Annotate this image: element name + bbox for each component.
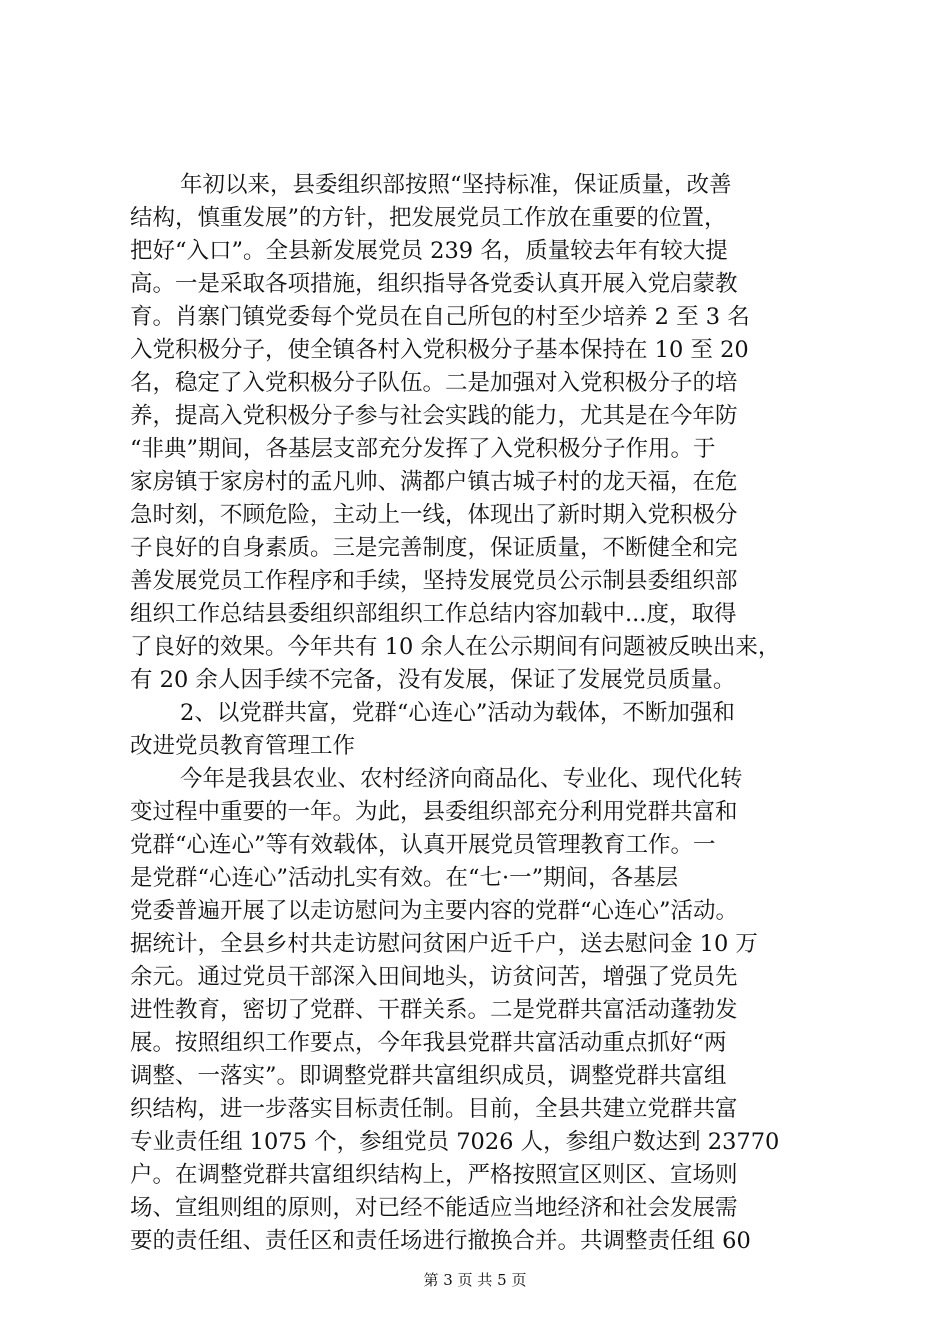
text-line-21: 党群“心连心”等有效载体，认真开展党员管理教育工作。一 — [130, 832, 716, 858]
text-line-20: 变过程中重要的一年。为此，县委组织部充分利用党群共富和 — [130, 799, 738, 825]
text-line-22: 是党群“心连心”活动扎实有效。在“七·一”期间，各基层 — [130, 865, 679, 891]
text-line-10: 家房镇于家房村的孟凡帅、满都户镇古城子村的龙天福，在危 — [130, 469, 738, 495]
text-line-23: 党委普遍开展了以走访慰问为主要内容的党群“心连心”活动。 — [130, 898, 739, 924]
text-line-7: 名，稳定了入党积极分子队伍。二是加强对入党积极分子的培 — [130, 370, 738, 396]
text-line-3: 把好“入口”。全县新发展党员 239 名，质量较去年有较大提 — [130, 238, 728, 264]
text-line-26: 进性教育，密切了党群、干群关系。二是党群共富活动蓬勃发 — [130, 997, 738, 1023]
text-line-30: 专业责任组 1075 个，参组党员 7026 人，参组户数达到 23770 — [130, 1129, 780, 1155]
text-line-5: 育。肖寨门镇党委每个党员在自己所包的村至少培养 2 至 3 名 — [130, 304, 750, 330]
text-line-19: 今年是我县农业、农村经济向商品化、专业化、现代化转 — [180, 766, 743, 792]
text-line-32: 场、宣组则组的原则，对已经不能适应当地经济和社会发展需 — [130, 1195, 738, 1221]
text-line-4: 高。一是采取各项措施，组织指导各党委认真开展入党启蒙教 — [130, 271, 738, 297]
text-line-1: 年初以来，县委组织部按照“坚持标准，保证质量，改善 — [180, 172, 732, 198]
text-line-6: 入党积极分子，使全镇各村入党积极分子基本保持在 10 至 20 — [130, 337, 749, 363]
text-line-24: 据统计，全县乡村共走访慰问贫困户近千户，送去慰问金 10 万 — [130, 931, 758, 957]
section-heading-line-2: 改进党员教育管理工作 — [130, 733, 356, 759]
text-line-27: 展。按照组织工作要点，今年我县党群共富活动重点抓好“两 — [130, 1030, 727, 1056]
text-line-16: 有 20 余人因手续不完备，没有发展，保证了发展党员质量。 — [130, 667, 736, 693]
text-line-31: 户。在调整党群共富组织结构上，严格按照宣区则区、宣场则 — [130, 1162, 738, 1188]
text-line-2: 结构，慎重发展”的方针，把发展党员工作放在重要的位置， — [130, 205, 727, 231]
text-line-8: 养，提高入党积极分子参与社会实践的能力，尤其是在今年防 — [130, 403, 738, 429]
text-line-33: 要的责任组、责任区和责任场进行撤换合并。共调整责任组 60 — [130, 1228, 751, 1254]
text-line-9: “非典”期间，各基层支部充分发挥了入党积极分子作用。于 — [130, 436, 716, 462]
section-heading-line-1: 2、以党群共富，党群“心连心”活动为载体，不断加强和 — [180, 700, 735, 726]
text-line-14: 组织工作总结县委组织部组织工作总结内容加载中...度，取得 — [130, 601, 737, 627]
text-line-25: 余元。通过党员干部深入田间地头，访贫问苦，增强了党员先 — [130, 964, 738, 990]
page-footer: 第 3 页 共 5 页 — [423, 1271, 527, 1289]
text-line-13: 善发展党员工作程序和手续，坚持发展党员公示制县委组织部 — [130, 568, 738, 594]
text-line-15: 了良好的效果。今年共有 10 余人在公示期间有问题被反映出来， — [130, 634, 781, 660]
text-line-12: 子良好的自身素质。三是完善制度，保证质量，不断健全和完 — [130, 535, 738, 561]
text-line-28: 调整、一落实”。即调整党群共富组织成员，调整党群共富组 — [130, 1063, 727, 1089]
text-line-29: 织结构，进一步落实目标责任制。目前，全县共建立党群共富 — [130, 1096, 738, 1122]
text-line-11: 急时刻，不顾危险，主动上一线，体现出了新时期入党积极分 — [130, 502, 738, 528]
